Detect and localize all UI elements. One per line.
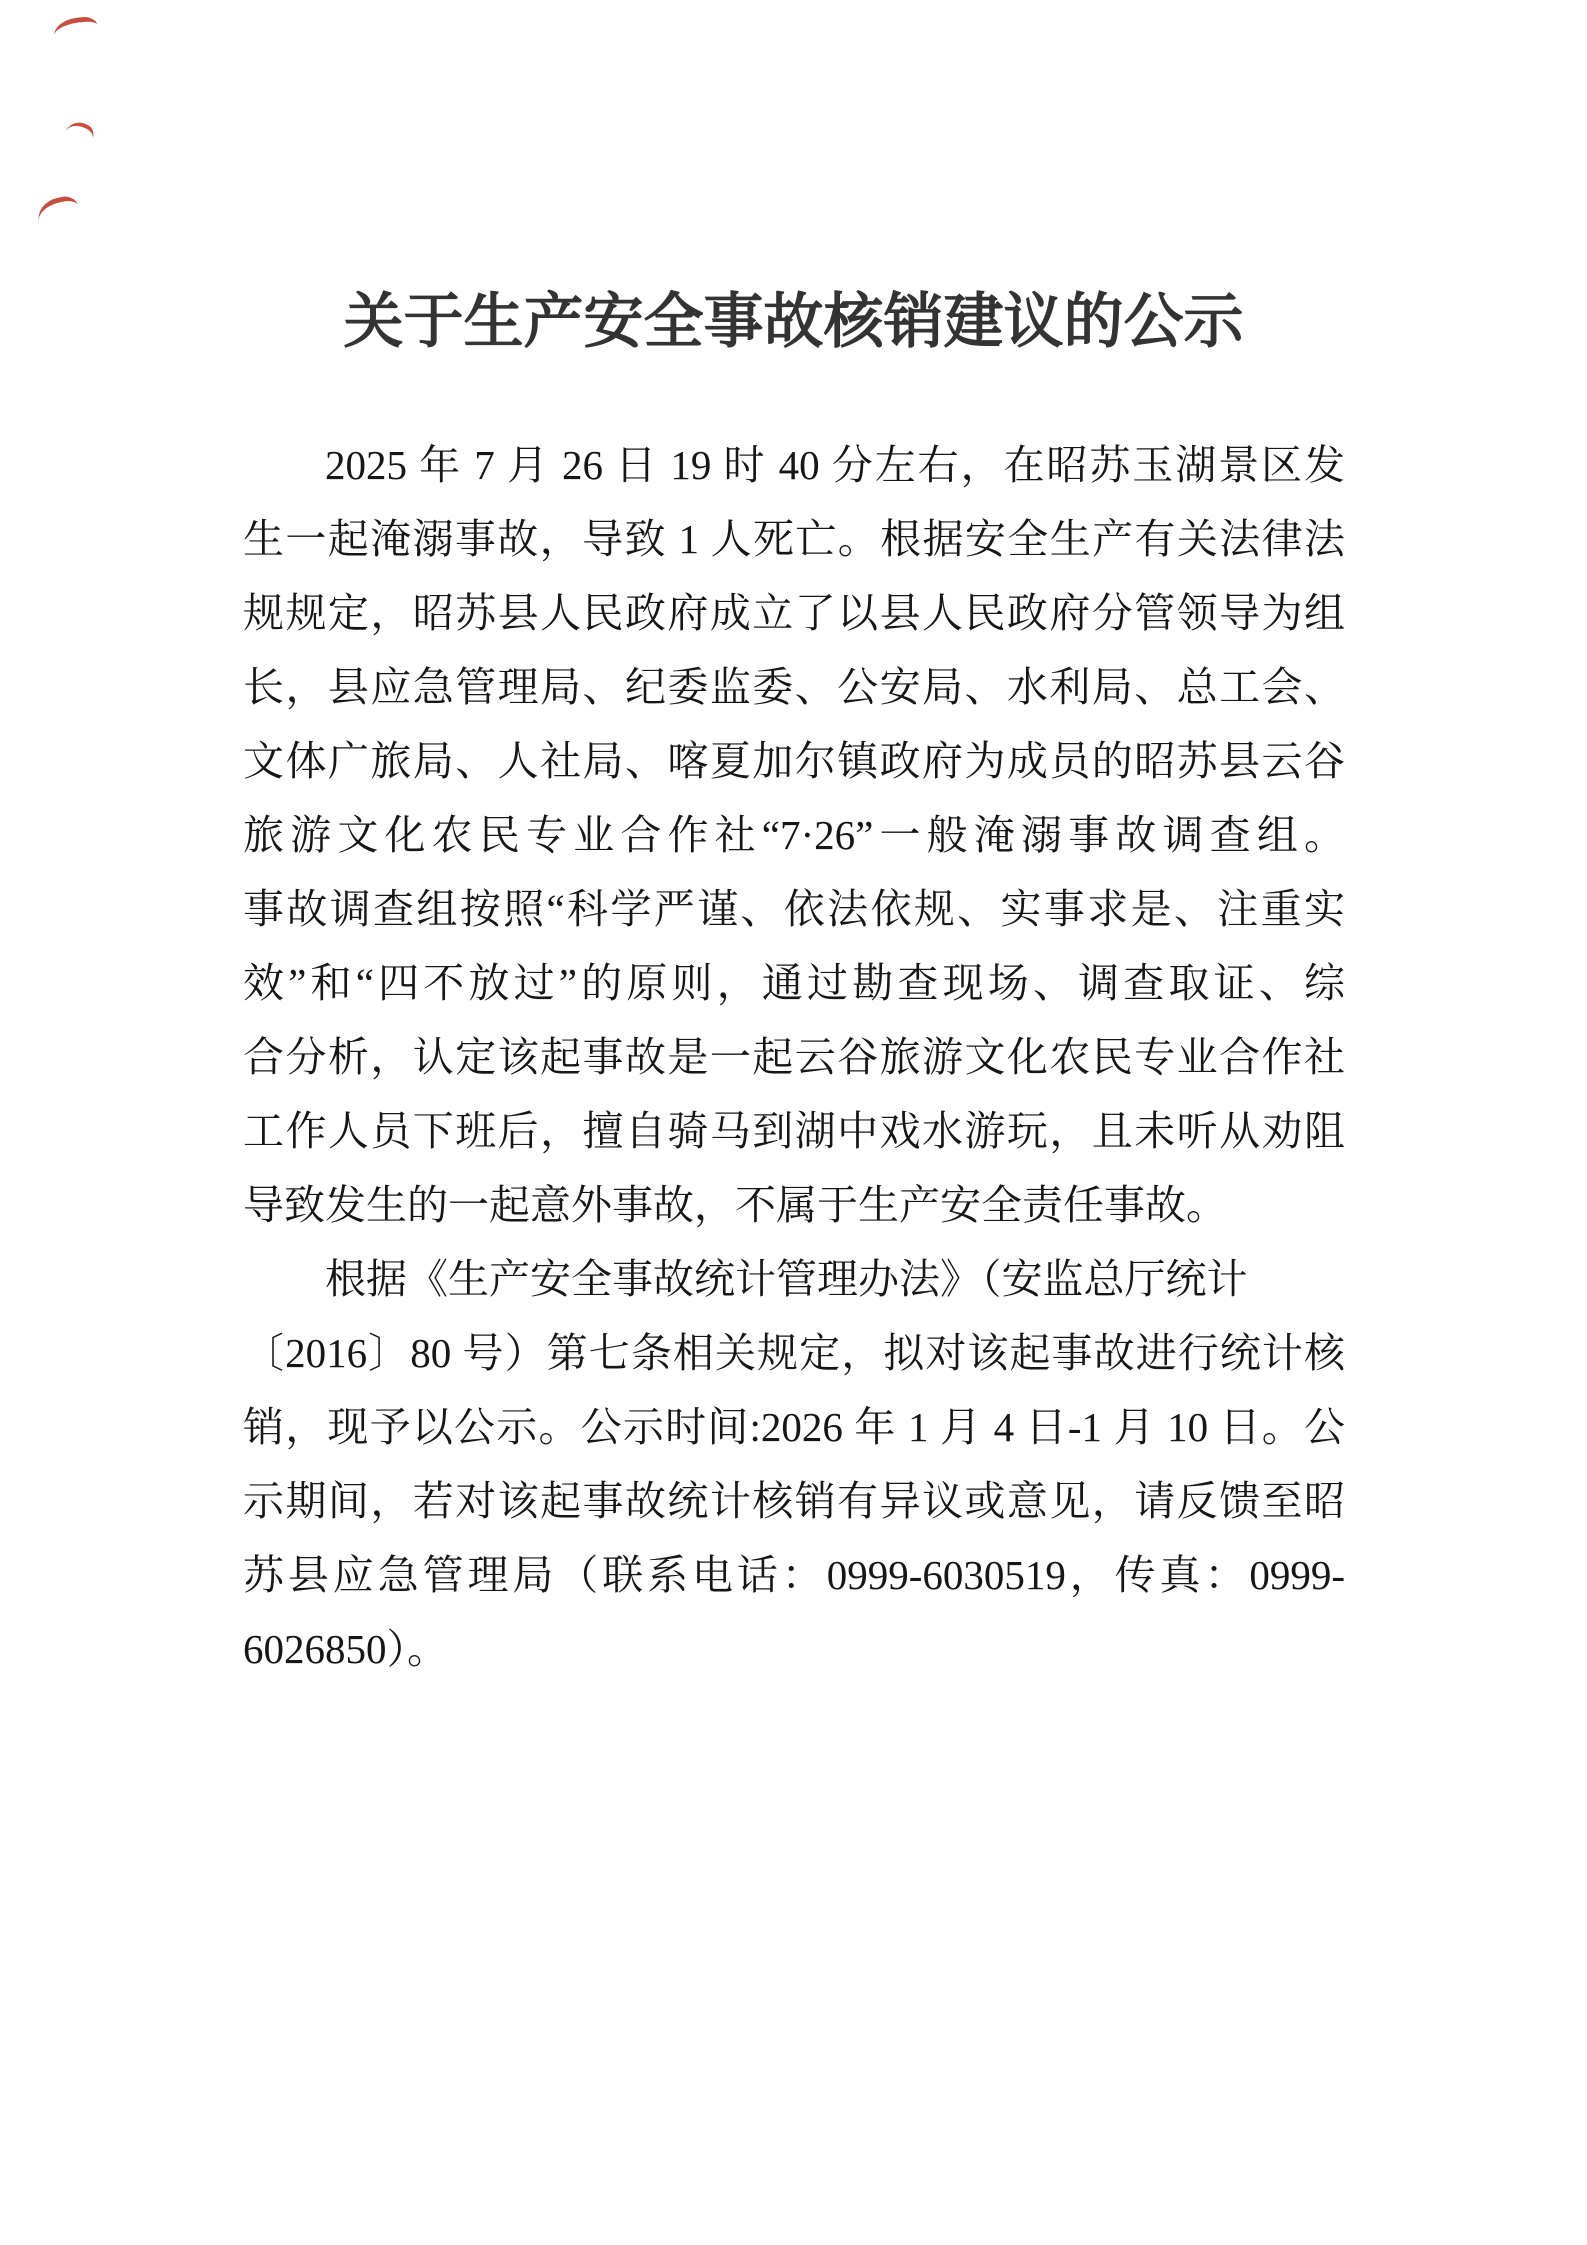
- red-annotation-mark: [52, 15, 99, 48]
- document-body: [243, 428, 1345, 1686]
- paragraph-line: 合分析，认定该起事故是一起云谷旅游文化农民专业合作社: [243, 1034, 1345, 1080]
- paragraph-line: 工作人员下班后，擅自骑马到湖中戏水游玩，且未听从劝阻: [243, 1108, 1345, 1154]
- paragraph-line: 〔2016〕80 号）第七条相关规定，拟对该起事故进行统计核: [243, 1330, 1345, 1376]
- paragraph-line: 销，现予以公示。公示时间:2026 年 1 月 4 日-1 月 10 日。公: [243, 1404, 1345, 1450]
- paragraph-line: 生一起淹溺事故，导致 1 人死亡。根据安全生产有关法律法: [243, 516, 1345, 562]
- paragraph-line: 2025 年 7 月 26 日 19 时 40 分左右，在昭苏玉湖景区发: [325, 442, 1345, 488]
- paragraph-line: 规规定，昭苏县人民政府成立了以县人民政府分管领导为组: [243, 590, 1345, 636]
- paragraph-line: 事故调查组按照“科学严谨、依法依规、实事求是、注重实: [243, 886, 1345, 932]
- paragraph-line: 效”和“四不放过”的原则，通过勘查现场、调查取证、综: [243, 960, 1345, 1006]
- paragraph-line: 导致发生的一起意外事故，不属于生产安全责任事故。: [243, 1182, 1227, 1228]
- paragraph-line: 根据《生产安全事故统计管理办法》（安监总厅统计: [325, 1256, 1248, 1302]
- paragraph-line: 长，县应急管理局、纪委监委、公安局、水利局、总工会、: [243, 664, 1345, 710]
- red-annotation-mark: [34, 193, 83, 237]
- red-annotation-mark: [59, 118, 97, 157]
- paragraph-line: 示期间，若对该起事故统计核销有异议或意见，请反馈至昭: [243, 1478, 1345, 1524]
- paragraph-line: 6026850）。: [243, 1626, 448, 1672]
- paragraph-line: 旅游文化农民专业合作社“7·26”一般淹溺事故调查组。: [243, 812, 1345, 858]
- red-annotation-marks: [0, 0, 160, 260]
- paragraph-line: 苏县应急管理局（联系电话：0999-6030519，传真：0999-: [243, 1552, 1345, 1598]
- paragraph-line: 文体广旅局、人社局、喀夏加尔镇政府为成员的昭苏县云谷: [243, 738, 1345, 784]
- document-title: 关于生产安全事故核销建议的公示: [343, 288, 1244, 355]
